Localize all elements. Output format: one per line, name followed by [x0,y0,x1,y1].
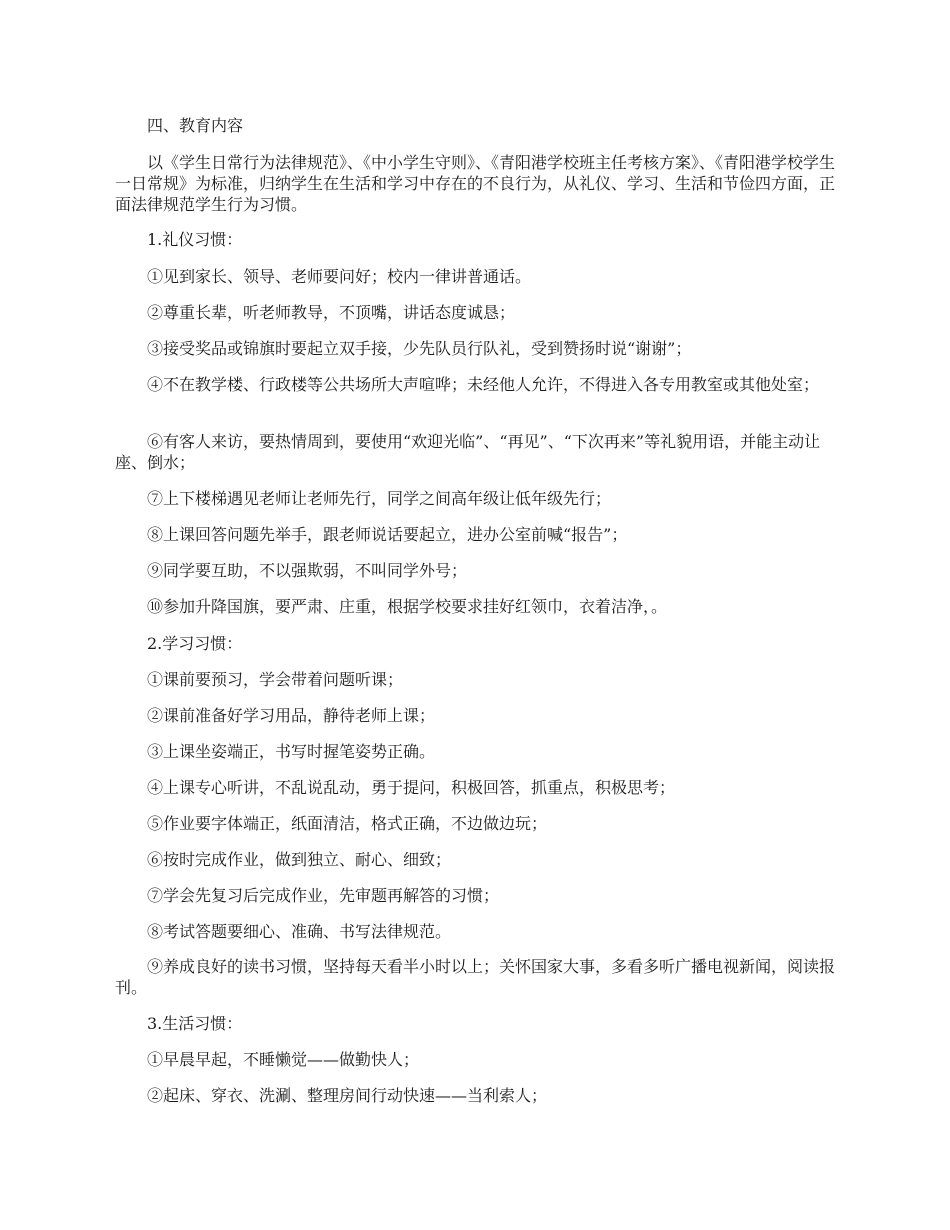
list-item: ②课前准备好学习用品，静待老师上课； [147,706,436,725]
list-item: ⑦上下楼梯遇见老师让老师先行，同学之间高年级让低年级先行； [147,489,612,508]
list-item: ⑥按时完成作业，做到独立、耐心、细致； [147,850,452,869]
subsection-heading-life: 3.生活习惯： [147,1014,243,1033]
intro-paragraph: 以《学生日常行为法律规范》、《中小学生守则》、《青阳港学校班主任考核方案》、《青阳港学校学生一日常规》为标准，归纳学生在生活和学习中存在的不良行为，从礼仪、学习、生活和节俭四方面，正面法律规范学生行为习惯。 [115,153,836,214]
list-item: ①见到家长、领导、老师要问好；校内一律讲普通话。 [147,267,532,286]
list-item: ⑧考试答题要细心、准确、书写法律规范。 [147,922,452,941]
subsection-heading-etiquette: 1.礼仪习惯： [147,230,243,249]
list-item: ②起床、穿衣、洗涮、整理房间行动快速——当利索人； [147,1086,548,1105]
subsection-heading-study: 2.学习习惯： [147,634,243,653]
list-item: ⑦学会先复习后完成作业，先审题再解答的习惯； [147,886,500,905]
list-item: ①早晨早起，不睡懒觉——做勤快人； [147,1050,420,1069]
list-item: ⑧上课回答问题先举手，跟老师说话要起立，进办公室前喊“报告”； [147,525,628,544]
list-item: ①课前要预习，学会带着问题听课； [147,670,404,689]
section-heading: 四、教育内容 [147,116,244,135]
list-item: ⑩参加升降国旗，要严肃、庄重，根据学校要求挂好红领巾，衣着洁净，。 [147,597,668,616]
list-item: ③上课坐姿端正，书写时握笔姿势正确。 [147,742,436,761]
list-item: ⑨同学要互助，不以强欺弱，不叫同学外号； [147,561,468,580]
list-item: ③接受奖品或锦旗时要起立双手接，少先队员行队礼，受到赞扬时说“谢谢”； [147,339,692,358]
list-item: ④不在教学楼、行政楼等公共场所大声喧哗；未经他人允许，不得进入各专用教室或其他处室； [147,375,820,394]
list-item: ⑨养成良好的读书习惯，坚持每天看半小时以上；关怀国家大事，多看多听广播电视新闻，阅读报刊。 [115,957,836,997]
list-item: ④上课专心听讲，不乱说乱动，勇于提问，积极回答，抓重点，积极思考； [147,778,676,797]
list-item: ⑤作业要字体端正，纸面清洁，格式正确，不边做边玩； [147,814,548,833]
list-item: ②尊重长辈，听老师教导，不顶嘴，讲话态度诚恳； [147,303,516,322]
list-item: ⑥有客人来访，要热情周到，要使用“欢迎光临”、“再见”、“下次再来”等礼貌用语，并能主动让座、倒水； [115,432,821,472]
